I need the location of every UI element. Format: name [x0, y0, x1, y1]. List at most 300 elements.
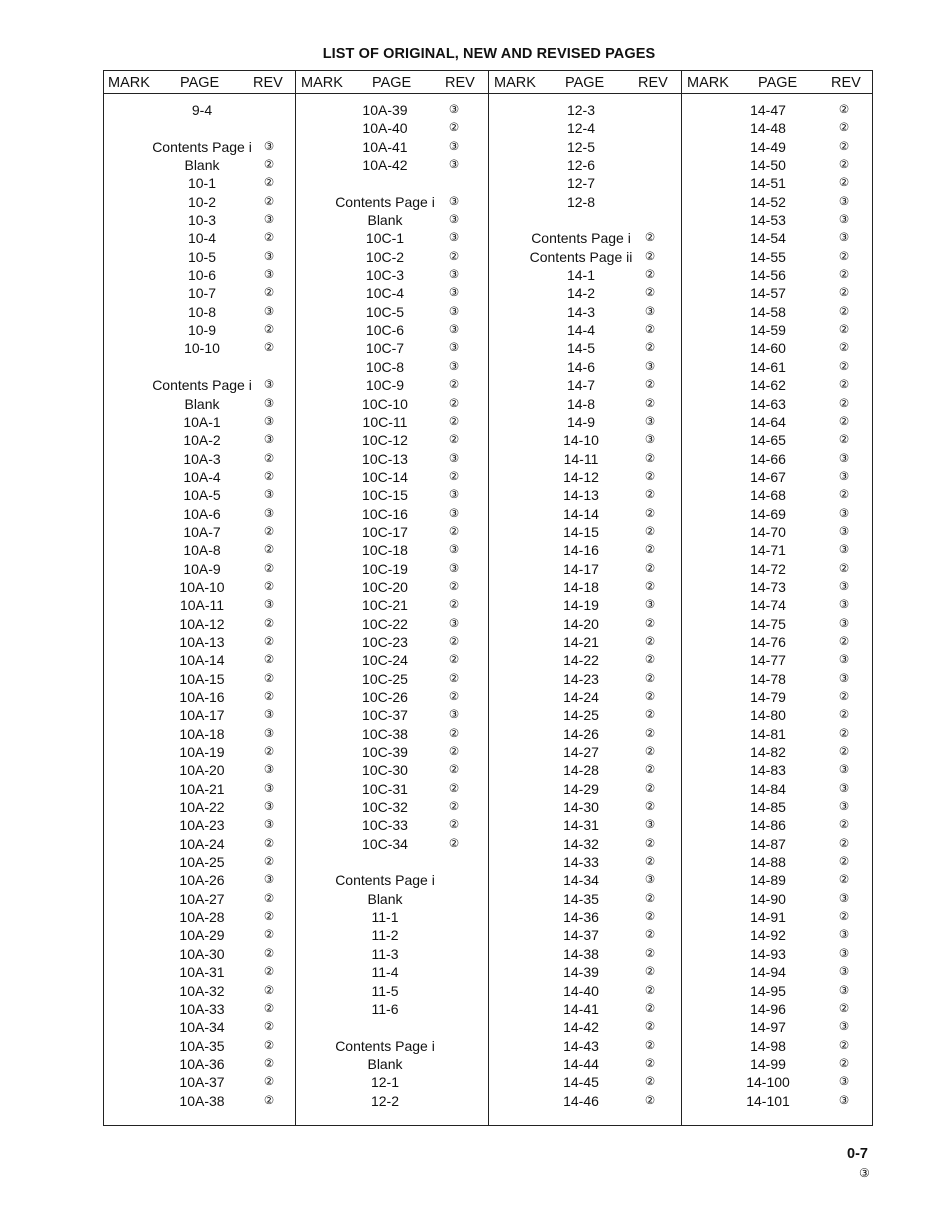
header-mark-1: MARK	[108, 75, 150, 91]
page-cell: 10A-39	[362, 102, 408, 118]
table-row	[104, 1055, 296, 1073]
page-cell: 14-52	[750, 193, 786, 210]
table-row	[682, 945, 874, 963]
table-row	[296, 358, 488, 376]
page-cell: 14-40	[563, 982, 599, 999]
page-cell: 10C-32	[362, 799, 408, 816]
page-cell: 14-63	[750, 395, 786, 412]
page-cell: Blank	[367, 890, 403, 907]
table-row	[104, 945, 296, 963]
rev-cell: ③	[644, 599, 656, 612]
table-row	[104, 431, 296, 449]
rev-cell: ③	[838, 232, 850, 245]
table-row	[104, 138, 296, 156]
table-row	[682, 780, 874, 798]
page-cell: 10A-36	[179, 1055, 225, 1072]
rev-cell: ②	[263, 911, 275, 924]
page-cell: 14-17	[563, 560, 599, 577]
rev-cell: ②	[644, 562, 656, 575]
page-cell: 10A-24	[179, 835, 225, 852]
page-cell: 14-65	[750, 432, 786, 449]
page-cell: 14-33	[563, 854, 599, 871]
table-column-3	[489, 101, 681, 1110]
header-page-3: PAGE	[565, 75, 605, 91]
page-cell: 14-86	[750, 817, 786, 834]
page-cell: 10A-37	[179, 1074, 225, 1091]
rev-cell: ②	[263, 159, 275, 172]
header-rev-2: REV	[445, 75, 475, 91]
rev-cell: ②	[644, 1094, 656, 1107]
table-row	[104, 211, 296, 229]
rev-cell: ②	[448, 746, 460, 759]
page-cell: 14-67	[750, 468, 786, 485]
rev-cell: ②	[448, 580, 460, 593]
table-row	[296, 615, 488, 633]
table-row	[489, 1037, 681, 1055]
rev-cell: ③	[448, 562, 460, 575]
page-cell: 14-85	[750, 799, 786, 816]
page-cell: 10A-30	[179, 945, 225, 962]
page-cell: 14-78	[750, 670, 786, 687]
rev-cell: ③	[448, 159, 460, 172]
rev-cell: ③	[644, 819, 656, 832]
rev-cell: ②	[448, 691, 460, 703]
table-row	[682, 963, 874, 981]
table-row	[296, 1092, 488, 1110]
rev-cell: ③	[838, 507, 850, 520]
page-cell: 10A-3	[183, 450, 221, 467]
rev-cell: ③	[263, 140, 275, 153]
table-row	[296, 413, 488, 431]
revision-table	[103, 70, 873, 1126]
rev-cell: ②	[263, 525, 275, 538]
rev-cell: ③	[263, 819, 275, 832]
rev-cell: ②	[644, 525, 656, 538]
table-row	[489, 450, 681, 468]
table-row	[296, 1055, 488, 1073]
rev-cell: ②	[838, 434, 850, 447]
rev-cell: ③	[448, 140, 460, 153]
page-cell: 14-43	[563, 1037, 599, 1054]
table-row	[104, 615, 296, 633]
table-row	[104, 174, 296, 192]
table-row	[296, 725, 488, 743]
table-row	[104, 670, 296, 688]
page-cell: 14-53	[750, 212, 786, 229]
page-cell: 14-72	[750, 560, 786, 577]
rev-cell: ②	[644, 672, 656, 685]
rev-cell: ②	[644, 232, 656, 245]
page-cell: 10C-7	[365, 340, 405, 357]
page-cell: 14-15	[563, 523, 599, 540]
header-page-4: PAGE	[758, 75, 798, 91]
table-row	[682, 211, 874, 229]
page-cell: 10C-39	[362, 744, 408, 761]
rev-cell: ②	[838, 122, 850, 135]
page-cell: Blank	[367, 212, 403, 229]
table-row	[682, 578, 874, 596]
page-cell: 10A-26	[179, 872, 225, 889]
rev-cell: ②	[644, 287, 656, 300]
rev-cell: ②	[448, 801, 460, 814]
table-row	[296, 376, 488, 394]
rev-cell: ③	[838, 966, 850, 979]
page-cell: 14-27	[563, 744, 599, 761]
page-cell: 10A-23	[179, 817, 225, 834]
page-cell: 10-3	[187, 212, 217, 229]
page-cell: 10C-3	[365, 267, 405, 284]
page-cell: 10A-16	[179, 689, 225, 705]
rev-cell: ②	[448, 819, 460, 832]
page-cell: 14-50	[750, 157, 786, 174]
table-row	[682, 670, 874, 688]
page-cell: 14-10	[563, 432, 599, 449]
table-row	[104, 706, 296, 724]
page-cell: 12-7	[566, 175, 596, 192]
page-cell: 14-54	[750, 230, 786, 247]
table-row	[104, 816, 296, 834]
table-row	[682, 321, 874, 339]
page-cell: 14-88	[750, 854, 786, 871]
rev-cell: ③	[263, 709, 275, 722]
page-cell: 10C-16	[362, 505, 408, 522]
table-row	[104, 835, 296, 853]
page-cell: 14-11	[563, 450, 599, 467]
table-row	[682, 1073, 874, 1091]
table-row	[489, 468, 681, 486]
rev-cell: ③	[263, 269, 275, 282]
table-row	[682, 816, 874, 834]
page-cell: 11-2	[371, 927, 399, 944]
page-cell: 14-12	[563, 468, 599, 485]
rev-cell: ②	[644, 580, 656, 593]
table-row	[296, 1018, 488, 1036]
table-row	[489, 321, 681, 339]
rev-cell: ②	[448, 599, 460, 612]
table-row	[296, 816, 488, 834]
table-row	[296, 688, 488, 706]
page-cell: 10C-12	[362, 432, 408, 449]
page-cell: 10A-11	[179, 597, 225, 614]
page-cell: 12-4	[566, 120, 596, 137]
page-cell: 10C-31	[362, 780, 408, 797]
page-cell: 10C-37	[362, 707, 408, 724]
table-row	[682, 725, 874, 743]
table-row	[296, 486, 488, 504]
rev-cell: ②	[644, 1002, 656, 1015]
page-cell: 11-6	[371, 1000, 399, 1017]
rev-cell: ③	[263, 489, 275, 502]
table-row	[296, 963, 488, 981]
page-cell: 14-94	[750, 964, 786, 981]
rev-cell: ②	[644, 801, 656, 814]
table-row	[104, 780, 296, 798]
table-row	[296, 926, 488, 944]
page-cell: Contents Page i	[152, 138, 252, 155]
table-row	[104, 908, 296, 926]
rev-cell: ②	[838, 746, 850, 759]
table-row	[682, 596, 874, 614]
rev-cell: ②	[263, 177, 275, 190]
table-row	[296, 101, 488, 119]
page-cell: 11-5	[371, 982, 399, 999]
rev-cell: ③	[644, 305, 656, 318]
page-cell: 14-95	[750, 982, 786, 999]
table-row	[489, 945, 681, 963]
table-row	[296, 890, 488, 908]
rev-cell: ②	[644, 470, 656, 483]
header-mark-2: MARK	[301, 75, 343, 91]
page-cell: 10A-22	[179, 799, 225, 816]
table-row	[104, 743, 296, 761]
table-row	[296, 248, 488, 266]
header-mark-4: MARK	[687, 75, 729, 91]
page-cell: 14-62	[750, 377, 786, 394]
page-cell: 10C-21	[362, 597, 408, 614]
page-cell: 10A-31	[179, 964, 225, 981]
table-row	[489, 651, 681, 669]
table-row	[104, 1018, 296, 1036]
table-row	[489, 706, 681, 724]
page-cell: 10C-6	[365, 322, 405, 339]
page-cell: 14-9	[566, 413, 596, 430]
rev-cell: ②	[838, 177, 850, 190]
table-row	[682, 101, 874, 119]
page-cell: 10C-38	[362, 725, 408, 742]
table-row	[489, 266, 681, 284]
table-row	[682, 193, 874, 211]
table-row	[104, 395, 296, 413]
page-cell: 10A-8	[183, 542, 221, 559]
table-row	[489, 743, 681, 761]
table-row	[296, 174, 488, 192]
page-cell: 10A-12	[179, 615, 225, 632]
rev-cell: ②	[263, 654, 275, 667]
table-row	[296, 468, 488, 486]
page-cell: 14-90	[750, 890, 786, 907]
table-row	[296, 505, 488, 523]
rev-cell: ②	[644, 746, 656, 759]
rev-cell: ②	[263, 544, 275, 557]
rev-cell: ②	[838, 140, 850, 153]
table-row	[104, 761, 296, 779]
rev-cell: ③	[263, 250, 275, 263]
page-cell: 14-25	[563, 707, 599, 724]
rev-cell: ③	[838, 764, 850, 777]
page-cell: 14-28	[563, 762, 599, 779]
table-row	[296, 193, 488, 211]
rev-cell: ②	[644, 929, 656, 942]
page-cell: Contents Page i	[335, 872, 435, 889]
table-row	[682, 431, 874, 449]
page-cell: 12-6	[566, 157, 596, 174]
rev-cell: ③	[838, 580, 850, 593]
rev-cell: ②	[644, 709, 656, 722]
page-cell: 14-47	[750, 102, 786, 118]
rev-cell: ③	[448, 360, 460, 373]
rev-cell: ③	[838, 195, 850, 208]
page-cell: 14-58	[750, 303, 786, 320]
table-row	[296, 780, 488, 798]
table-row	[296, 706, 488, 724]
page-cell: 12-2	[370, 1092, 400, 1109]
page-cell: 14-57	[750, 285, 786, 302]
table-row	[104, 853, 296, 871]
rev-cell: ③	[838, 617, 850, 630]
table-row	[296, 284, 488, 302]
rev-cell: ②	[644, 379, 656, 392]
rev-cell: ③	[448, 709, 460, 722]
rev-cell: ②	[838, 379, 850, 392]
page-cell: 10C-10	[362, 395, 408, 412]
rev-cell: ③	[263, 727, 275, 740]
page-cell: 10A-2	[183, 432, 221, 449]
table-row	[682, 1055, 874, 1073]
rev-cell: ③	[263, 397, 275, 410]
page-title: LIST OF ORIGINAL, NEW AND REVISED PAGES	[322, 46, 656, 62]
page-cell: 10C-1	[365, 230, 405, 247]
table-row	[682, 248, 874, 266]
header-mark-3: MARK	[494, 75, 536, 91]
rev-cell: ②	[263, 1057, 275, 1070]
rev-cell: ③	[448, 269, 460, 282]
page-cell: 14-16	[563, 542, 599, 559]
table-row	[489, 339, 681, 357]
table-row	[489, 1018, 681, 1036]
page-cell: Blank	[367, 1055, 403, 1072]
rev-cell: ②	[838, 709, 850, 722]
rev-cell: ③	[644, 360, 656, 373]
table-column-2	[296, 101, 488, 1110]
page-cell: 10C-13	[362, 450, 408, 467]
page-cell: 14-99	[750, 1055, 786, 1072]
page-cell: 14-48	[750, 120, 786, 137]
page-cell: 14-101	[746, 1092, 790, 1109]
page-cell: 10A-42	[362, 157, 408, 174]
page-cell: 10A-10	[179, 578, 225, 595]
table-row	[104, 321, 296, 339]
table-row	[296, 156, 488, 174]
rev-cell: ②	[838, 397, 850, 410]
page-cell: 14-32	[563, 835, 599, 852]
rev-cell: ③	[838, 672, 850, 685]
page-cell: 10C-26	[362, 689, 408, 705]
table-row	[296, 211, 488, 229]
table-row	[489, 505, 681, 523]
rev-cell: ②	[263, 324, 275, 337]
page-cell: 10-9	[187, 322, 217, 339]
page-cell: 14-80	[750, 707, 786, 724]
table-row	[489, 670, 681, 688]
table-row	[296, 321, 488, 339]
table-row	[489, 1073, 681, 1091]
rev-cell: ③	[838, 929, 850, 942]
table-row	[489, 1092, 681, 1110]
table-row	[489, 908, 681, 926]
rev-cell: ②	[838, 269, 850, 282]
rev-cell: ②	[644, 911, 656, 924]
page-cell: 10A-6	[183, 505, 221, 522]
page-cell: 10-8	[187, 303, 217, 320]
table-row	[489, 248, 681, 266]
page-cell: 14-42	[563, 1019, 599, 1036]
table-row	[489, 871, 681, 889]
rev-cell: ②	[448, 415, 460, 428]
table-row	[104, 1000, 296, 1018]
rev-cell: ③	[644, 415, 656, 428]
rev-cell: ③	[263, 507, 275, 520]
table-row	[682, 339, 874, 357]
page-cell: Contents Page i	[531, 230, 631, 247]
rev-cell: ②	[263, 232, 275, 245]
page-cell: 10A-9	[183, 560, 221, 577]
page-cell: 14-64	[750, 413, 786, 430]
page-cell: 12-1	[370, 1074, 400, 1091]
rev-cell: ②	[644, 452, 656, 465]
rev-cell: ②	[838, 415, 850, 428]
rev-cell: ②	[838, 287, 850, 300]
table-row	[104, 229, 296, 247]
page-cell: 10C-33	[362, 817, 408, 834]
page-cell: 14-21	[563, 633, 599, 650]
page-number: 0-7	[847, 1146, 868, 1162]
header-page-1: PAGE	[180, 75, 220, 91]
page-cell: 14-97	[750, 1019, 786, 1036]
table-row	[489, 138, 681, 156]
rev-cell: ③	[838, 801, 850, 814]
page-cell: 14-49	[750, 138, 786, 155]
page-cell: 9-4	[191, 102, 213, 118]
page-cell: 14-38	[563, 945, 599, 962]
page-cell: 14-75	[750, 615, 786, 632]
table-row	[104, 284, 296, 302]
table-row	[104, 890, 296, 908]
table-row	[296, 138, 488, 156]
page-cell: Blank	[184, 395, 220, 412]
rev-cell: ②	[263, 1094, 275, 1107]
table-row	[104, 119, 296, 137]
rev-cell: ②	[838, 324, 850, 337]
rev-cell: ②	[448, 764, 460, 777]
rev-cell: ②	[263, 617, 275, 630]
rev-cell: ③	[838, 1076, 850, 1089]
rev-cell: ③	[448, 507, 460, 520]
page-cell: 10A-5	[183, 487, 221, 504]
table-row	[489, 853, 681, 871]
page-cell: 10A-21	[179, 780, 225, 797]
page-cell: 14-98	[750, 1037, 786, 1054]
table-row	[104, 193, 296, 211]
rev-cell: ③	[448, 104, 460, 116]
page-cell: 10C-15	[362, 487, 408, 504]
rev-cell: ②	[263, 672, 275, 685]
page-cell: 14-45	[563, 1074, 599, 1091]
table-row	[682, 743, 874, 761]
table-row	[489, 523, 681, 541]
rev-cell: ③	[448, 342, 460, 355]
rev-cell: ②	[263, 947, 275, 960]
page-cell: 10-1	[187, 175, 217, 192]
table-row	[682, 303, 874, 321]
table-row	[104, 156, 296, 174]
rev-cell: ②	[838, 837, 850, 850]
table-row	[682, 486, 874, 504]
page-cell: 14-74	[750, 597, 786, 614]
rev-cell: ③	[838, 984, 850, 997]
rev-cell: ②	[448, 250, 460, 263]
rev-cell: ③	[838, 782, 850, 795]
rev-cell: ②	[448, 782, 460, 795]
